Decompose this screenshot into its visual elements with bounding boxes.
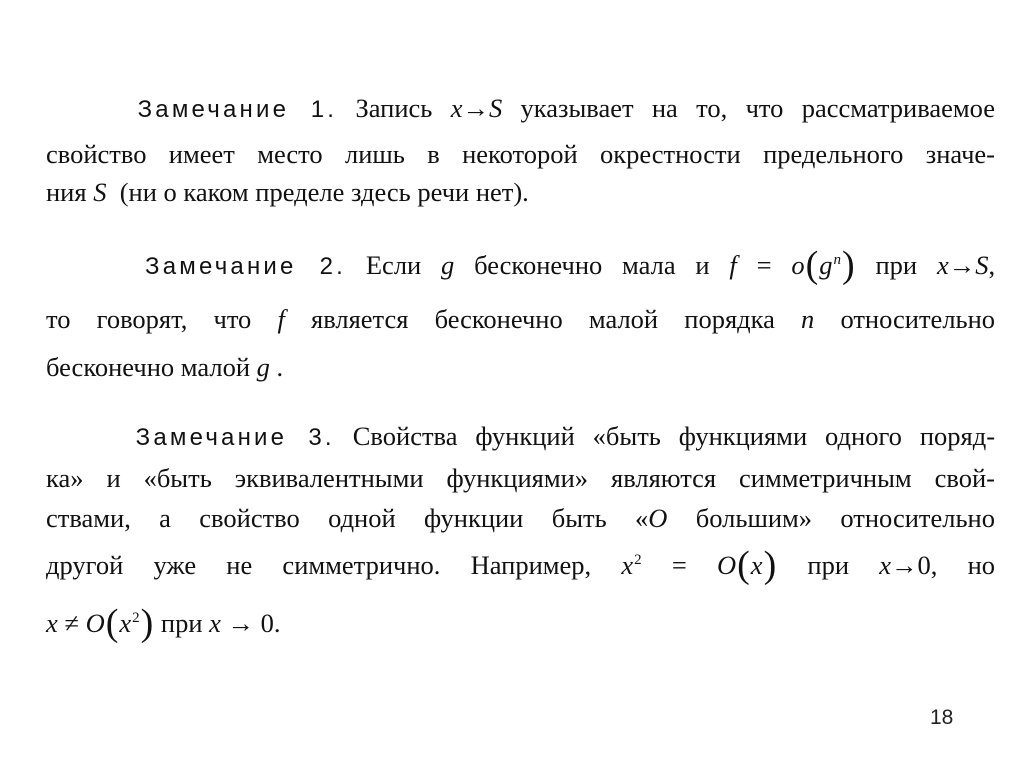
remark2-line3 (46, 351, 995, 383)
formula-f-o-gn (729, 244, 855, 286)
arrow-symbol: → (948, 250, 976, 280)
remark3-text: при (807, 550, 850, 580)
math-S: S (93, 177, 107, 207)
remark3-text: ствами, а свойство одной функции быть « (46, 503, 649, 533)
left-paren: ( (805, 244, 819, 286)
arrow-symbol: → (462, 93, 489, 123)
remark3-text: Свойства функций «быть функциями одного поряд- (352, 421, 996, 451)
equals-symbol: = (671, 550, 687, 580)
exponent-n: n (833, 252, 842, 268)
remark3-text: большим» относительно (695, 503, 995, 533)
equals-symbol: = (756, 250, 772, 280)
remark2-text: Если (365, 250, 422, 280)
not-equal-symbol: ≠ (64, 608, 79, 638)
formula-x-to-0 (879, 550, 937, 580)
remark1-text: ния (46, 177, 87, 207)
punctuation: . (273, 608, 281, 638)
remark1-text: указывает на то, что рассматриваемое (520, 93, 996, 123)
remark3-text: другой уже не симметрично. Например, (46, 550, 592, 580)
formula-x-to-S (937, 250, 995, 280)
remark3-line5 (46, 604, 995, 644)
remark3-line4 (46, 546, 995, 586)
math-O: O (85, 608, 105, 638)
right-paren: ) (763, 544, 777, 586)
formula-x2-O-x (621, 544, 777, 586)
math-g: g (256, 352, 270, 382)
remark2-line2 (46, 303, 995, 335)
right-paren: ) (842, 244, 855, 286)
remark2-text: относительно (840, 304, 996, 334)
punctuation: , (988, 250, 996, 280)
remark1-label: Замечание 1. (137, 96, 338, 123)
right-paren: ) (140, 602, 154, 644)
math-x: x (209, 608, 221, 638)
remark1-text: (ни о каком пределе здесь речи нет). (119, 177, 529, 207)
math-f: f (277, 304, 285, 334)
left-paren: ( (105, 602, 119, 644)
remark3-label: Замечание 3. (135, 424, 335, 451)
math-g: g (819, 250, 833, 280)
math-x: x (750, 550, 763, 580)
math-zero: 0, (917, 550, 938, 580)
punctuation: . (276, 352, 284, 382)
remark3-line2: ка» и «быть эквивалентными функциями» являются симметричным свой- (46, 463, 995, 493)
math-f: f (729, 250, 737, 280)
left-paren: ( (737, 544, 750, 586)
math-g: g (441, 250, 455, 280)
remark2-text: является бесконечно малой порядка (311, 304, 775, 334)
remark1-line2: свойство имеет место лишь в некоторой окрестности предельного значе- (46, 139, 995, 169)
math-x: x (46, 608, 58, 638)
math-x: x (119, 608, 132, 638)
remark2-text: при (875, 250, 918, 280)
math-x: x (879, 550, 892, 580)
remark3-text: при (160, 608, 203, 638)
remark2-text: бесконечно малой (46, 352, 251, 382)
math-x: x (450, 93, 463, 123)
exponent-2: 2 (132, 610, 140, 626)
formula-x-neq-O-x2 (46, 602, 154, 644)
math-x: x (936, 250, 949, 280)
remark2-text: бесконечно мала и (474, 250, 710, 280)
remark3-line1 (46, 420, 995, 454)
remark2-label: Замечание 2. (145, 253, 347, 280)
math-x: x (621, 550, 634, 580)
arrow-symbol: → (891, 550, 918, 580)
remark1-line1 (46, 92, 995, 126)
remark3-text: но (967, 550, 996, 580)
arrow-symbol: → (227, 608, 255, 638)
math-O: O (717, 550, 737, 580)
remark3-line3 (46, 502, 995, 534)
remark1-line3 (46, 176, 995, 208)
math-S: S (975, 250, 989, 280)
formula-x-to-0 (209, 608, 280, 638)
page-number: 18 (930, 706, 954, 729)
remark2-line1 (46, 246, 995, 286)
math-O: O (648, 503, 668, 533)
math-n: n (801, 304, 815, 334)
math-S: S (488, 93, 503, 123)
exponent-2: 2 (634, 552, 642, 568)
remark1-text: Запись (355, 93, 433, 123)
math-zero: 0 (260, 608, 274, 638)
math-o: o (791, 250, 805, 280)
remark2-text: то говорят, что (46, 304, 252, 334)
